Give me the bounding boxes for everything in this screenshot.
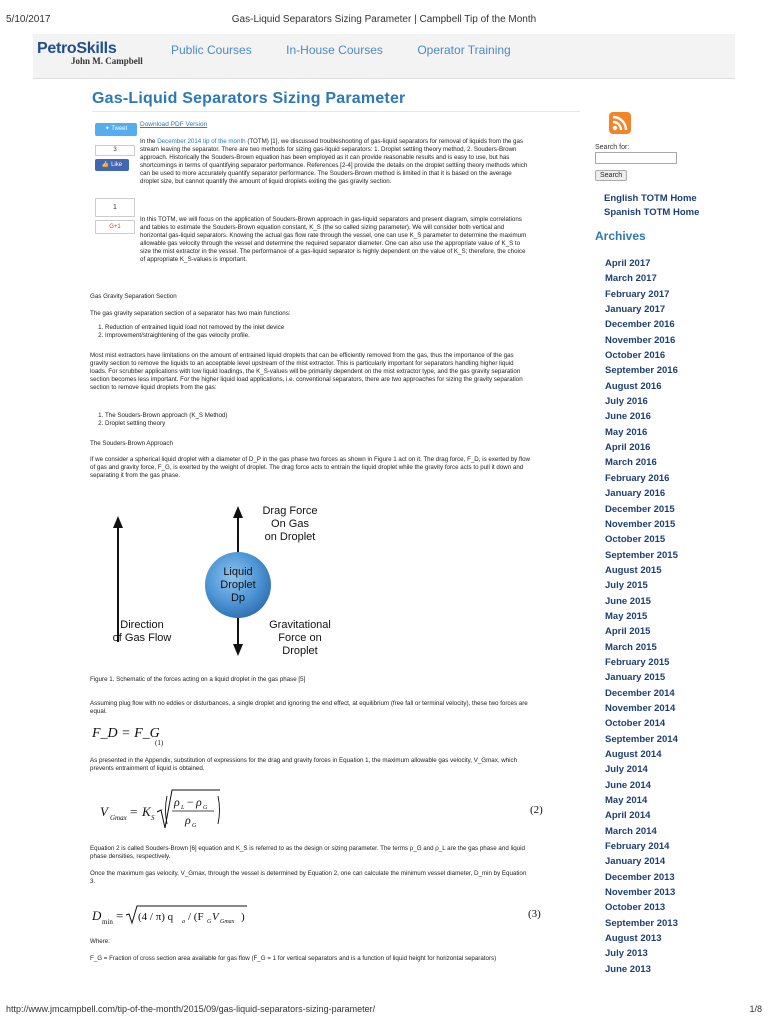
nav-operator-training[interactable]: Operator Training [417, 43, 511, 57]
droplet-label-1: Liquid [223, 566, 253, 578]
print-footer [6, 1004, 762, 1018]
gravity-intro-text: The gas gravity separation section of a separator has two main functions: [90, 310, 291, 317]
archive-link[interactable]: April 2014 [605, 810, 651, 822]
gas-flow-arrow-head [113, 516, 123, 528]
drag-arrow-head [233, 506, 243, 518]
svg-text:ρ: ρ [174, 795, 180, 809]
heading-souders-brown: The Souders-Brown Approach [90, 440, 173, 447]
logo-subtitle: John M. Campbell [71, 56, 143, 66]
archive-link[interactable]: June 2014 [605, 779, 651, 791]
list-item: 1. The Souders-Brown approach (K_S Method) [105, 412, 530, 420]
svg-text:K: K [142, 804, 151, 819]
equation-2-number: (2) [530, 804, 543, 816]
main-nav [171, 41, 541, 59]
print-header [6, 14, 762, 28]
archives-list [595, 256, 745, 977]
search-button[interactable]: Search [595, 170, 627, 181]
thumbs-up-icon: 👍 [101, 162, 110, 168]
archive-link[interactable]: April 2017 [605, 258, 651, 269]
twitter-icon: ✦ [104, 126, 112, 132]
svg-text:S: S [151, 814, 155, 822]
list-item: 1. Reduction of entrained liquid load not removed by the inlet device [105, 324, 530, 332]
archive-link[interactable]: August 2014 [605, 749, 662, 760]
archive-link[interactable]: November 2014 [605, 702, 676, 714]
where-label: Where: [90, 938, 110, 945]
archive-link[interactable]: January 2017 [605, 304, 666, 316]
archive-link[interactable]: October 2014 [605, 718, 666, 730]
spanish-totm-home-link[interactable]: Spanish TOTM Home [604, 207, 700, 218]
archive-link[interactable]: August 2016 [605, 380, 662, 392]
archive-link[interactable]: September 2014 [605, 733, 678, 745]
archive-link[interactable]: June 2016 [605, 411, 651, 423]
gravity-functions-list [90, 324, 530, 340]
svg-text:ρ: ρ [196, 795, 202, 809]
equation-3 [92, 903, 252, 927]
rss-icon[interactable] [609, 112, 631, 134]
archive-link[interactable]: June 2015 [605, 595, 651, 607]
archive-link[interactable]: December 2015 [605, 503, 675, 515]
archive-link[interactable]: December 2014 [605, 687, 675, 699]
vgmax-paragraph: As presented in the Appendix, substitution of expressions for the drag and gravity forces in Equation 1, the maximum allowable gas velocity, V_Gmax, which prevents entrainment of liquid is obtained. [90, 757, 518, 772]
archive-link[interactable]: September 2013 [605, 917, 678, 929]
archive-link[interactable]: February 2015 [605, 656, 670, 668]
svg-text:(4 / π) q: (4 / π) q [138, 911, 174, 923]
gplus-count: 1 [95, 198, 135, 217]
svg-text:a: a [182, 919, 185, 925]
archive-link[interactable]: March 2016 [605, 457, 657, 469]
archive-link[interactable]: July 2016 [605, 396, 648, 408]
archive-link[interactable]: January 2016 [605, 488, 666, 500]
archive-link[interactable]: November 2015 [605, 518, 676, 530]
svg-text:=: = [130, 804, 138, 819]
search-input[interactable] [595, 152, 677, 164]
facebook-like-widget [95, 145, 135, 171]
archive-link[interactable]: March 2014 [605, 825, 657, 837]
petroskills-logo[interactable]: PetroSkills John M. Campbell [37, 40, 155, 72]
article-title: Gas-Liquid Separators Sizing Parameter [92, 90, 406, 107]
direction-label-1: Direction [120, 619, 164, 631]
english-totm-home-link[interactable]: English TOTM Home [604, 193, 697, 204]
site-header [33, 34, 735, 79]
svg-text:): ) [241, 911, 245, 923]
print-page-number: 1/8 [749, 1004, 762, 1014]
archive-link[interactable]: May 2015 [605, 610, 648, 622]
archive-link[interactable]: October 2013 [605, 902, 666, 914]
archive-link[interactable]: August 2015 [605, 564, 662, 576]
search-label: Search for: [595, 144, 630, 151]
svg-text:V: V [100, 804, 108, 819]
download-pdf-link[interactable]: Download PDF Version [140, 121, 208, 128]
archive-link[interactable]: March 2015 [605, 641, 657, 653]
svg-text:Gmax: Gmax [110, 814, 127, 822]
archive-link[interactable]: September 2015 [605, 549, 678, 561]
archive-link[interactable]: July 2013 [605, 948, 648, 960]
equilibrium-paragraph: Assuming plug flow with no eddies or disturbances, a single droplet and ignoring the end effect, at equilibrium (free fall or terminal velocity), these two forces are equal. [90, 700, 528, 715]
grav-label-1: Gravitational [269, 619, 331, 631]
intro-paragraph: In the December 2014 tip of the month (TOTM) [1], we discussed troubleshooting of gas-liquid separators for removal of liquids from the gas stream leaving the separator. There are two methods for sizing gas-liquid separators: 1. Droplet settling theory method, 2. Souders-Brown approach. Historically the Souders-Brown equation has been employed as it can provide reasonable results and is easy to use, but has shortcomings in terms of quantifying separator performance. References [2-4] provide the details on the droplet settling theory methods which can be used to more accurately quantify separator performance. The Souders-Brown method is limited in that it is based on the average droplet size, but cannot quantify the amount of liquid droplets exiting the gas gravity section. [140, 138, 528, 185]
archive-link[interactable]: July 2014 [605, 764, 648, 776]
droplet-label-2: Droplet [220, 579, 256, 591]
archive-link[interactable]: February 2017 [605, 288, 670, 300]
tweet-button[interactable]: ✦ Tweet [95, 123, 137, 136]
direction-label-2: of Gas Flow [112, 632, 172, 644]
droplet-label-3: Dp [230, 592, 246, 604]
svg-text:G: G [203, 805, 208, 811]
totm-focus-paragraph: In this TOTM, we will focus on the application of Souders-Brown approach in gas-liquid separators and present diagram, simple correlations and tables to estimate the Souders-Brown equation constant, K_S (the so called sizing parameter). We will consider both vertical and horizontal gas-liquid separators. Knowing the actual gas flow rate through the vessel, one can use K_S parameter to determine the maximum allowable gas velocity through the vessel and determine the required separator diameter. One can also use the appropriate value of K_S to size the mist extractor in the vessel. The performance of a gas-liquid separator is highly dependent on the value of K_S; therefore, the choice of appropriate K_S-values is important. [140, 216, 527, 263]
svg-text:ρ: ρ [185, 813, 191, 827]
print-date: 5/10/2017 [6, 14, 51, 25]
sidebar [595, 112, 745, 977]
archive-link[interactable]: March 2017 [605, 273, 657, 285]
approaches-list [90, 412, 530, 428]
nav-public-courses[interactable]: Public Courses [171, 43, 252, 57]
svg-text:D: D [92, 908, 102, 923]
figure-1-caption: Figure 1. Schematic of the forces acting on a liquid droplet in the gas phase [5] [90, 676, 306, 683]
drag-label-1: Drag Force [262, 505, 318, 517]
archive-link[interactable]: July 2015 [605, 580, 648, 592]
december-totm-link[interactable]: December 2014 tip of the month [157, 138, 246, 145]
svg-text:G: G [207, 919, 212, 925]
heading-gas-gravity: Gas Gravity Separation Section [90, 293, 177, 300]
archive-link[interactable]: November 2013 [605, 887, 676, 899]
title-divider [92, 111, 580, 112]
like-count: 3 [95, 145, 135, 156]
svg-text:−: − [187, 795, 194, 809]
nav-in-house-courses[interactable]: In-House Courses [286, 43, 383, 57]
svg-text:G: G [192, 823, 197, 829]
archive-link[interactable]: September 2016 [605, 365, 678, 377]
archive-link[interactable]: October 2016 [605, 350, 666, 362]
svg-text:/ (F: / (F [188, 911, 204, 923]
droplet-forces-paragraph: If we consider a spherical liquid droplet with a diameter of D_P in the gas phase two forces as shown in Figure 1 act on it. The drag force, F_D, is exerted by flow of gas and gravity force, F_G, is exerted by the weight of droplet. The drag force acts to entrain the liquid droplet while the gravity force acts to pull it down and separating it from the gas phase. [90, 456, 530, 479]
archive-link[interactable]: May 2014 [605, 795, 648, 807]
fg-definition: F_G = Fraction of cross section area available for gas flow (F_G = 1 for vertical separators and is a function of liquid height for horizontal separators) [90, 955, 497, 962]
equation-1: F_D = F_G [92, 726, 160, 741]
archive-link[interactable]: February 2014 [605, 841, 670, 853]
archive-link[interactable]: May 2016 [605, 426, 648, 438]
droplet-forces-diagram [100, 500, 340, 670]
souders-brown-definition: Equation 2 is called Souders-Brown [6] equation and K_S is referred to as the design or sizing parameter. The terms ρ_G and ρ_L are the gas phase and liquid phase densities, respectively. [90, 845, 525, 860]
list-item: 2. Improvement/straightening of the gas velocity profile. [105, 332, 530, 340]
archive-link[interactable]: December 2016 [605, 319, 675, 331]
archive-link[interactable]: January 2015 [605, 672, 666, 684]
archive-link[interactable]: April 2016 [605, 442, 651, 454]
grav-label-2: Force on [278, 632, 322, 644]
archive-link[interactable]: April 2015 [605, 626, 651, 638]
svg-text:V: V [212, 911, 219, 923]
archive-link[interactable]: December 2013 [605, 871, 675, 883]
equation-3-number: (3) [528, 908, 541, 920]
svg-text:min: min [102, 918, 113, 926]
mist-extractor-paragraph: Most mist extractors have limitations on the amount of entrained liquid droplets that can be efficiently removed from the gas, thus the importance of the gas gravity section to remove the liquids to an acceptable level upstream of the mist extractor. This is particularly important for separators handling higher liquid loads. For scrubber applications with low liquid loadings, the K_S-values will be primarily dependent on the mist extractor type, and the gas gravity separation section becomes less important. For the higher liquid load applications, i.e. conventional separators, there are two approaches for sizing the gravity separation section to remove liquid droplets from the gas: [90, 352, 523, 391]
archive-link[interactable]: January 2014 [605, 856, 666, 868]
gplus-button[interactable]: G+1 [95, 220, 135, 234]
svg-text:=: = [116, 908, 124, 923]
list-item: 2. Droplet settling theory [105, 420, 530, 428]
grav-label-3: Droplet [282, 645, 318, 657]
print-url: http://www.jmcampbell.com/tip-of-the-month/2015/09/gas-liquid-separators-sizing-parameter/ [6, 1004, 376, 1014]
archive-link[interactable]: June 2013 [605, 963, 651, 975]
svg-text:L: L [181, 805, 185, 811]
equation-1-number: (1) [155, 739, 164, 747]
like-button[interactable]: 👍 Like [95, 159, 129, 171]
drag-label-3: on Droplet [264, 531, 316, 543]
archive-link[interactable]: November 2016 [605, 334, 676, 346]
equation-2 [100, 786, 230, 834]
drag-label-2: On Gas [271, 518, 309, 530]
gravity-arrow-head [233, 644, 243, 656]
archive-link[interactable]: August 2013 [605, 933, 662, 945]
dmin-paragraph: Once the maximum gas velocity, V_Gmax, through the vessel is determined by Equation 2, one can calculate the minimum vessel diameter, D_min by Equation 3. [90, 870, 527, 885]
archive-link[interactable]: October 2015 [605, 534, 666, 546]
archives-heading: Archives [595, 229, 646, 243]
print-page-title: Gas-Liquid Separators Sizing Parameter | Campbell Tip of the Month [231, 14, 537, 25]
svg-text:Gmax: Gmax [220, 919, 235, 925]
archive-link[interactable]: February 2016 [605, 472, 670, 484]
